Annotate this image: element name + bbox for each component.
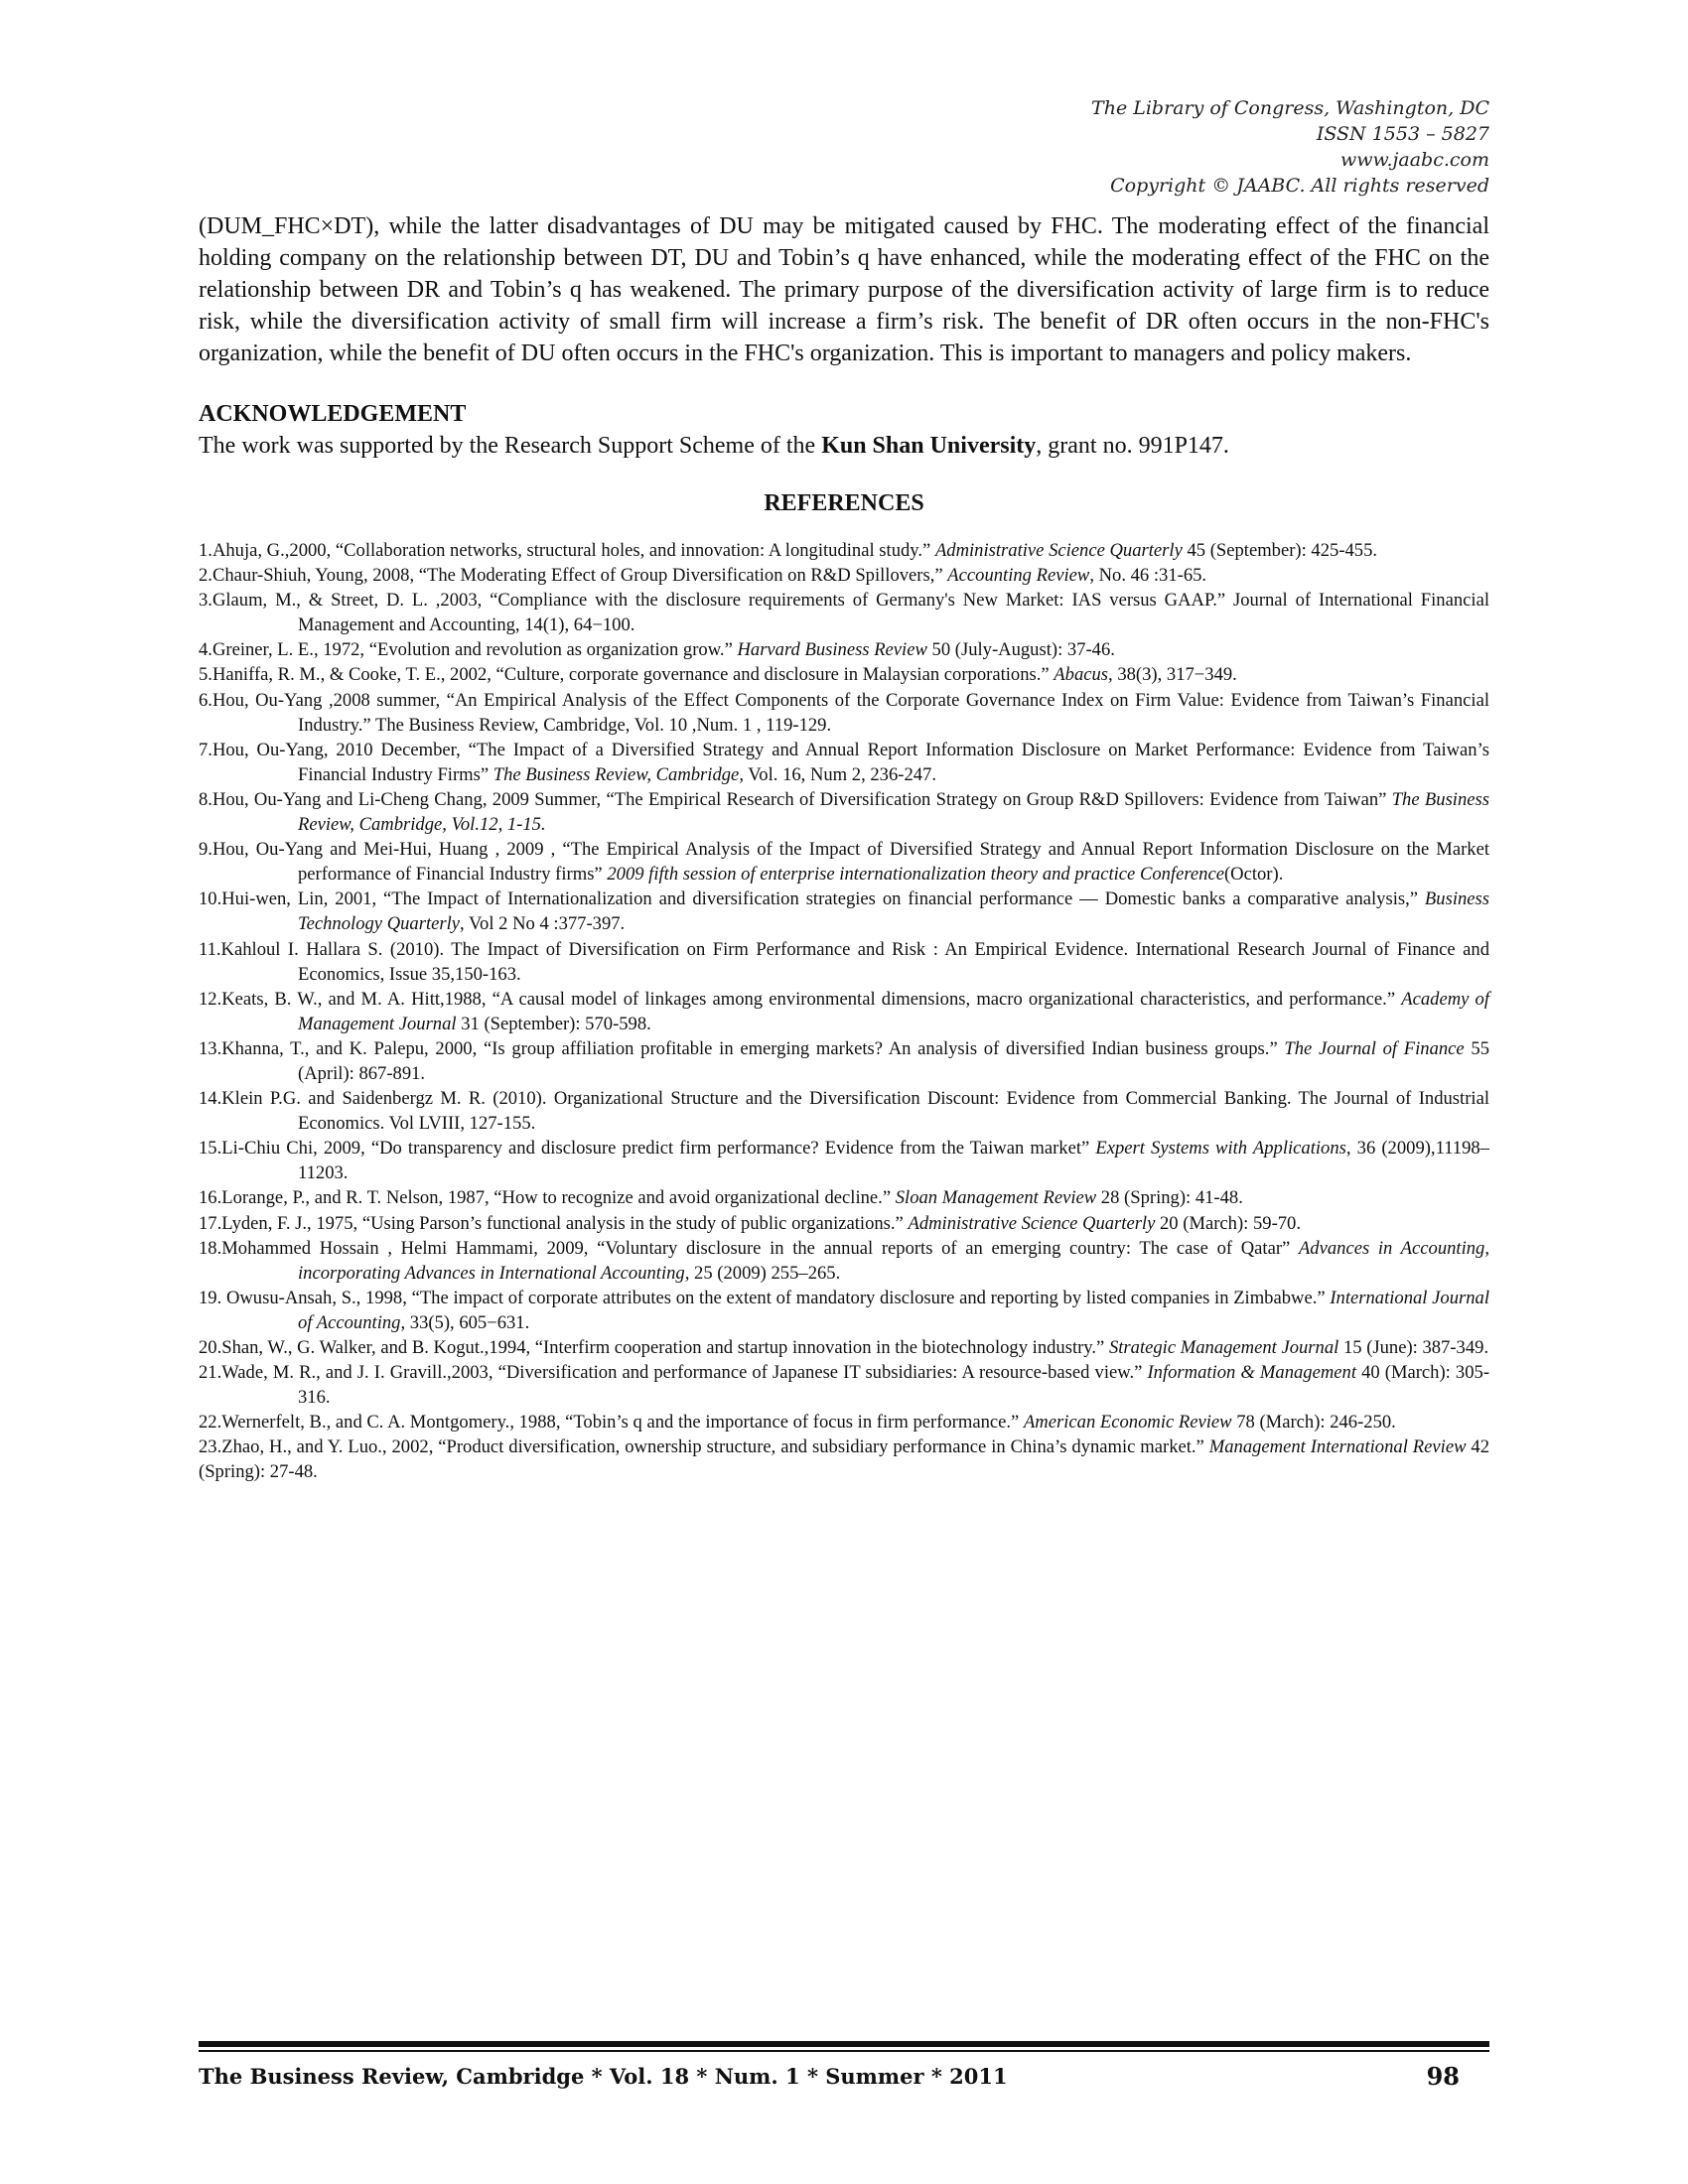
reference-text: 14.Klein P.G. and Saidenbergz M. R. (2010). Organizational Structure and the Diversification Discount: Evidence from Commercial Banking. The Journal of Industrial Economics. Vol LVIII, 127-155. — [199, 1088, 1489, 1135]
reference-source: Information & Management — [1147, 1362, 1356, 1384]
reference-text: 17.Lyden, F. J., 1975, “Using Parson’s functional analysis in the study of public organizations.” — [199, 1212, 909, 1234]
reference-source: Administrative Science Quarterly — [934, 540, 1183, 561]
reference-source: Advances in Accounting, incorporating Advances in International Accounting, — [298, 1237, 1489, 1284]
footer-rule-thin — [199, 2050, 1489, 2052]
page-content — [199, 210, 1489, 1485]
reference-text: 7.Hou, Ou-Yang, 2010 December, “The Impact of a Diversified Strategy and Annual Report Information Disclosure on Market Performance: Evidence from Taiwan’s Financial Industry Firms” — [199, 739, 1489, 785]
acknowledgement-university: Kun Shan University — [821, 433, 1037, 459]
reference-item — [199, 1410, 1489, 1434]
reference-item — [199, 1360, 1489, 1410]
reference-details: 40 (March): 305-316. — [298, 1362, 1490, 1409]
acknowledgement-text-before: The work was supported by the Research Support Scheme of the — [199, 433, 822, 459]
page-footer — [199, 2041, 1489, 2091]
reference-text: 4.Greiner, L. E., 1972, “Evolution and revolution as organization grow.” — [199, 639, 738, 661]
acknowledgement-text-after: , grant no. 991P147. — [1036, 433, 1229, 459]
journal-header — [794, 95, 1489, 199]
reference-details: , 33(5), 605−631. — [400, 1311, 530, 1333]
reference-details: , No. 46 :31-65. — [1089, 565, 1207, 587]
reference-source: Management International Review — [1208, 1436, 1467, 1458]
reference-text: 13.Khanna, T., and K. Palepu, 2000, “Is group affiliation profitable in emerging markets? An analysis of diversified Indian business groups.” — [199, 1037, 1285, 1059]
references-heading: REFERENCES — [764, 490, 924, 516]
header-issn-line: ISSN 1553 – 5827 — [1316, 123, 1489, 145]
reference-details: 50 (July-August): 37-46. — [926, 639, 1115, 661]
references-list — [199, 538, 1489, 1485]
intro-paragraph: (DUM_FHC×DT), while the latter disadvantages of DU may be mitigated caused by FHC. The moderating effect of the financial holding company on the relationship between DT, DU and Tobin’s q have enhanced, while the moderating effect of the FHC on the relationship between DR and Tobin’s q has weakened. The primary purpose of the diversification activity of large firm is to reduce risk, while the diversification activity of small firm will increase a firm’s risk. The benefit of DR often occurs in the non-FHC's organization, while the benefit of DU often occurs in the FHC's organization. This is important to managers and policy makers. — [199, 213, 1489, 366]
reference-text: 9.Hou, Ou-Yang and Mei-Hui, Huang , 2009 , “The Empirical Analysis of the Impact of Diversified Strategy and Annual Report Information Disclosure on the Market performance of Financial Industry firms” — [199, 839, 1489, 886]
reference-source: Abacus, — [1054, 664, 1113, 686]
reference-item — [199, 662, 1489, 687]
reference-item — [199, 688, 1489, 738]
reference-item — [199, 1335, 1489, 1360]
reference-text: 8.Hou, Ou-Yang and Li-Cheng Chang, 2009 Summer, “The Empirical Research of Diversification Strategy on Group R&D Spillovers: Evidence from Taiwan” — [199, 788, 1392, 810]
reference-details: 38(3), 317−349. — [1112, 664, 1237, 686]
reference-item — [199, 1286, 1489, 1335]
reference-item — [199, 1185, 1489, 1210]
reference-source: The Business Review, Cambridge, Vol.12, 1-15. — [298, 788, 1489, 836]
footer-rule — [199, 2041, 1489, 2047]
reference-item — [199, 1036, 1489, 1086]
reference-details: 20 (March): 59-70. — [1155, 1212, 1302, 1234]
reference-text: 6.Hou, Ou-Yang ,2008 summer, “An Empirical Analysis of the Effect Components of the Corporate Governance Index on Firm Value: Evidence from Taiwan’s Financial Industry.” The Business Review, Cambridge, Vol. 10 ,Num. 1 , 119-129. — [199, 689, 1489, 736]
reference-source: The Journal of Finance — [1284, 1037, 1465, 1059]
header-copyright-line: Copyright © JAABC. All rights reserved — [1110, 175, 1489, 197]
reference-source: Academy of Management Journal — [298, 988, 1490, 1034]
reference-text: 18.Mohammed Hossain , Helmi Hammami, 2009, “Voluntary disclosure in the annual reports of an emerging country: The case of Qatar” — [199, 1237, 1299, 1259]
reference-text: 19. Owusu-Ansah, S., 1998, “The impact of corporate attributes on the extent of mandatory disclosure and reporting by listed companies in Zimbabwe.” — [199, 1287, 1331, 1308]
reference-source: Administrative Science Quarterly — [908, 1212, 1156, 1234]
reference-text: 21.Wade, M. R., and J. I. Gravill.,2003, “Diversification and performance of Japanese IT subsidiaries: A resource-based view.” — [199, 1362, 1148, 1384]
reference-details: , Vol. 16, Num 2, 236-247. — [739, 763, 937, 785]
reference-source: 2009 fifth session of enterprise internationalization theory and practice Conference — [607, 864, 1224, 886]
reference-details: 15 (June): 387-349. — [1338, 1337, 1489, 1358]
acknowledgement-text — [199, 431, 1489, 461]
reference-details: 78 (March): 246-250. — [1231, 1412, 1396, 1433]
reference-text: 3.Glaum, M., & Street, D. L. ,2003, “Compliance with the disclosure requirements of Germany's New Market: IAS versus GAAP.” Journal of International Financial Management and Accounting, 14(1), 64−100. — [199, 590, 1489, 636]
reference-text: 1.Ahuja, G.,2000, “Collaboration networks, structural holes, and innovation: A longitudinal study.” — [199, 540, 935, 561]
footer-journal-line: The Business Review, Cambridge * Vol. 18 * Num. 1 * Summer * 2011 — [199, 2064, 1008, 2089]
reference-text: 12.Keats, B. W., and M. A. Hitt,1988, “A causal model of linkages among environmental dimensions, macro organizational characteristics, and performance.” — [199, 988, 1402, 1010]
reference-source: Accounting Review — [947, 565, 1090, 587]
reference-details: 28 (Spring): 41-48. — [1096, 1187, 1243, 1209]
reference-item — [199, 738, 1489, 787]
footer-row — [199, 2062, 1489, 2091]
reference-details: 42 (Spring): 27-48. — [199, 1436, 1489, 1483]
reference-text: 2.Chaur-Shiuh, Young, 2008, “The Moderating Effect of Group Diversification on R&D Spillovers,” — [199, 565, 948, 587]
reference-item — [199, 937, 1489, 987]
reference-source: Strategic Management Journal — [1108, 1337, 1339, 1358]
reference-details: 45 (September): 425-455. — [1182, 540, 1378, 561]
reference-text: 15.Li-Chiu Chi, 2009, “Do transparency and disclosure predict firm performance? Evidence from the Taiwan market” — [199, 1138, 1096, 1160]
header-library-line: The Library of Congress, Washington, DC — [1091, 97, 1489, 119]
reference-text: 5.Haniffa, R. M., & Cooke, T. E., 2002, “Culture, corporate governance and disclosure in Malaysian corporations.” — [199, 664, 1055, 686]
reference-item — [199, 837, 1489, 887]
reference-details: , Vol 2 No 4 :377-397. — [460, 913, 626, 935]
header-website-line: www.jaabc.com — [1339, 149, 1489, 171]
reference-text: 11.Kahloul I. Hallara S. (2010). The Impact of Diversification on Firm Performance and Risk : An Empirical Evidence. International Research Journal of Finance and Economics, Issue 35,150-163. — [199, 938, 1489, 985]
reference-text: 23.Zhao, H., and Y. Luo., 2002, “Product diversification, ownership structure, and subsidiary performance in China’s dynamic market.” — [199, 1436, 1209, 1458]
reference-item — [199, 887, 1489, 936]
reference-source: American Economic Review — [1023, 1412, 1232, 1433]
reference-item — [199, 588, 1489, 637]
reference-item — [199, 1211, 1489, 1236]
reference-item — [199, 1086, 1489, 1136]
reference-item — [199, 1236, 1489, 1286]
reference-details: 55 (April): 867-891. — [298, 1037, 1490, 1084]
reference-source: Business Technology Quarterly — [298, 888, 1489, 935]
reference-item — [199, 637, 1489, 662]
reference-details: , 36 (2009),11198–11203. — [298, 1138, 1489, 1184]
reference-source: Expert Systems with Applications — [1095, 1138, 1346, 1160]
reference-text: 22.Wernerfelt, B., and C. A. Montgomery., 1988, “Tobin’s q and the importance of focus in firm performance.” — [199, 1412, 1024, 1433]
reference-source: Harvard Business Review — [737, 639, 927, 661]
acknowledgement-heading: ACKNOWLEDGEMENT — [199, 401, 467, 427]
page-number: 98 — [1426, 2062, 1460, 2091]
reference-source: The Business Review, Cambridge — [492, 763, 740, 785]
reference-item — [199, 1434, 1489, 1484]
reference-details: (Octor). — [1223, 864, 1284, 886]
reference-item — [199, 563, 1489, 588]
reference-text: 10.Hui-wen, Lin, 2001, “The Impact of Internationalization and diversification strategies on financial performance — Domestic banks a comparative analysis,” — [199, 888, 1425, 910]
reference-item — [199, 1136, 1489, 1185]
reference-details: 25 (2009) 255–265. — [689, 1262, 841, 1284]
reference-source: Sloan Management Review — [895, 1187, 1097, 1209]
reference-source: International Journal of Accounting — [298, 1287, 1490, 1333]
reference-item — [199, 787, 1489, 837]
reference-text: 20.Shan, W., G. Walker, and B. Kogut.,1994, “Interfirm cooperation and startup innovation in the biotechnology industry.” — [199, 1337, 1109, 1358]
reference-details: 31 (September): 570-598. — [456, 1013, 651, 1034]
reference-text: 16.Lorange, P., and R. T. Nelson, 1987, “How to recognize and avoid organizational decline.” — [199, 1187, 896, 1209]
reference-item — [199, 987, 1489, 1036]
reference-item — [199, 538, 1489, 563]
